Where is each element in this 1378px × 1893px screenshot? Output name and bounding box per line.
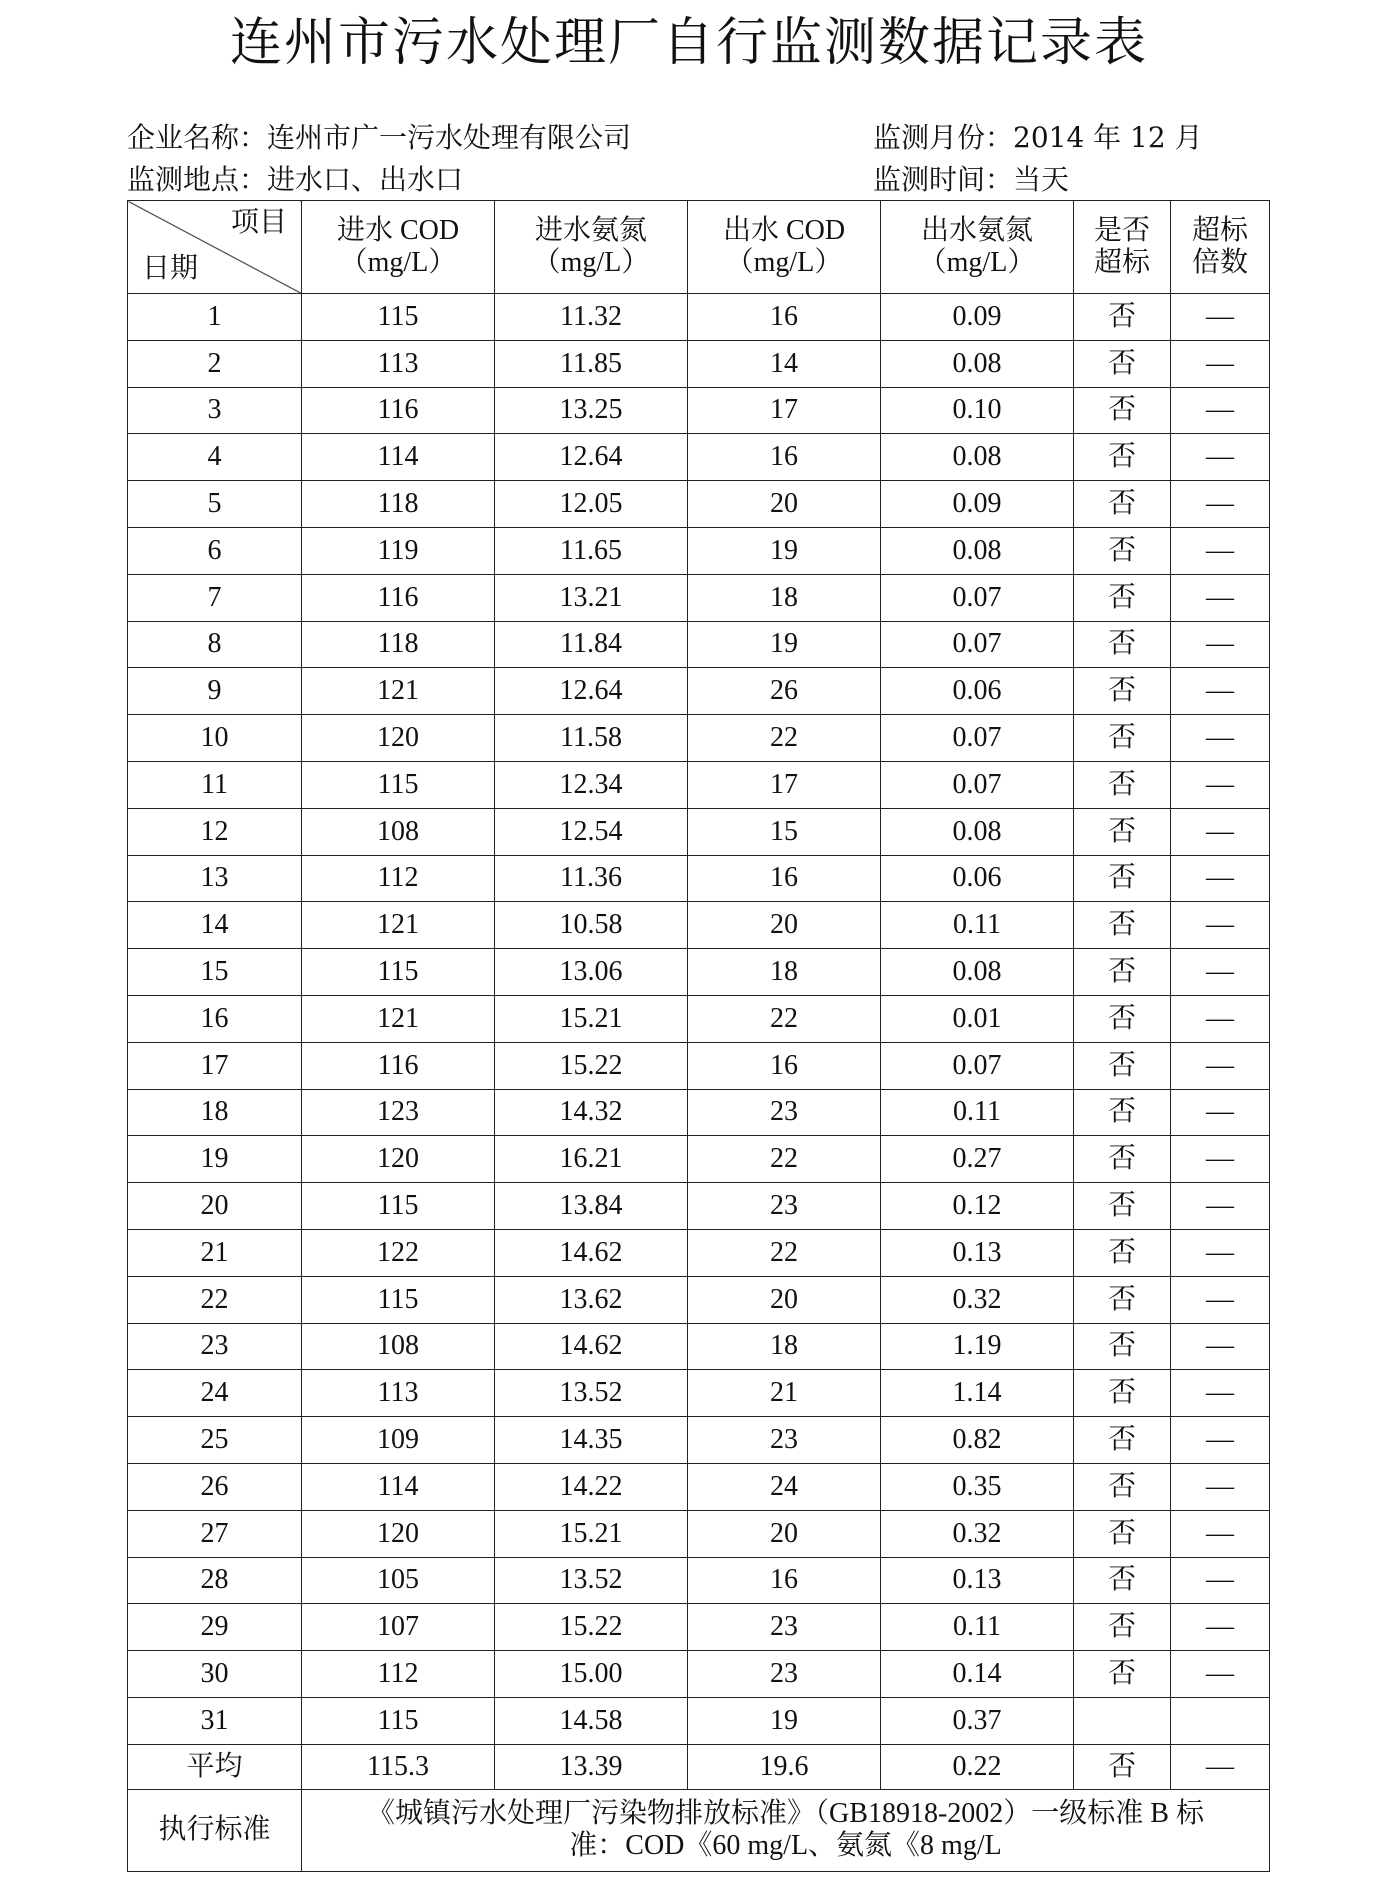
- multiple-cell: —: [1171, 481, 1270, 528]
- date-cell: 22: [128, 1276, 302, 1323]
- table-row: [128, 995, 1270, 1042]
- table-row: [128, 1042, 1270, 1089]
- date-cell: 7: [128, 574, 302, 621]
- effluent-cod-cell: 20: [688, 481, 881, 528]
- effluent-cod-cell: 17: [688, 387, 881, 434]
- exceeds-cell: 否: [1074, 1229, 1171, 1276]
- effluent-ammonia-cell: 0.09: [881, 481, 1074, 528]
- exceeds-cell: 否: [1074, 855, 1171, 902]
- effluent-ammonia-cell: 0.07: [881, 574, 1074, 621]
- standard-label: 执行标准: [128, 1789, 302, 1871]
- table-row: [128, 668, 1270, 715]
- table-row: [128, 1651, 1270, 1698]
- effluent-ammonia-cell: 0.01: [881, 995, 1074, 1042]
- date-cell: 28: [128, 1557, 302, 1604]
- multiple-cell: —: [1171, 1183, 1270, 1230]
- effluent-cod-cell: 14: [688, 340, 881, 387]
- date-cell: 9: [128, 668, 302, 715]
- header-unit: （mg/L）: [532, 247, 650, 278]
- table-row: [128, 761, 1270, 808]
- date-cell: 19: [128, 1136, 302, 1183]
- date-cell: 15: [128, 949, 302, 996]
- exceeds-cell: 否: [1074, 1089, 1171, 1136]
- effluent-ammonia-cell: 0.12: [881, 1183, 1074, 1230]
- table-row: [128, 527, 1270, 574]
- influent-ammonia-cell: 11.36: [495, 855, 688, 902]
- multiple-cell: —: [1171, 949, 1270, 996]
- exceeds-cell: 否: [1074, 1136, 1171, 1183]
- effluent-cod-cell: 21: [688, 1370, 881, 1417]
- exceeds-cell: 否: [1074, 1417, 1171, 1464]
- date-cell: 20: [128, 1183, 302, 1230]
- exceeds-cell: 否: [1074, 1463, 1171, 1510]
- table-row: [128, 902, 1270, 949]
- multiple-cell: —: [1171, 1510, 1270, 1557]
- influent-ammonia-cell: 11.84: [495, 621, 688, 668]
- influent-ammonia-cell: 15.22: [495, 1604, 688, 1651]
- monitoring-table: [127, 200, 1270, 1872]
- exceeds-cell: 否: [1074, 1651, 1171, 1698]
- table-row: [128, 715, 1270, 762]
- influent-ammonia-cell: 12.64: [495, 668, 688, 715]
- table-row: [128, 1604, 1270, 1651]
- effluent-cod-cell: 22: [688, 1229, 881, 1276]
- effluent-ammonia-cell: 0.13: [881, 1229, 1074, 1276]
- influent-cod-cell: 120: [302, 715, 495, 762]
- average-influent-ammonia: 13.39: [495, 1744, 688, 1789]
- influent-ammonia-cell: 13.84: [495, 1183, 688, 1230]
- exceeds-cell: 否: [1074, 574, 1171, 621]
- effluent-ammonia-cell: 0.37: [881, 1697, 1074, 1744]
- effluent-ammonia-cell: 0.35: [881, 1463, 1074, 1510]
- influent-ammonia-cell: 13.06: [495, 949, 688, 996]
- header-unit: （mg/L）: [339, 247, 457, 278]
- effluent-cod-cell: 24: [688, 1463, 881, 1510]
- date-cell: 26: [128, 1463, 302, 1510]
- table-row: [128, 1557, 1270, 1604]
- exceeds-cell: 否: [1074, 1276, 1171, 1323]
- effluent-ammonia-cell: 0.27: [881, 1136, 1074, 1183]
- influent-ammonia-cell: 10.58: [495, 902, 688, 949]
- influent-ammonia-cell: 14.62: [495, 1323, 688, 1370]
- multiple-cell: —: [1171, 1651, 1270, 1698]
- page-title: 连州市污水处理厂自行监测数据记录表: [229, 13, 1148, 73]
- influent-ammonia-cell: 14.22: [495, 1463, 688, 1510]
- exceeds-cell: 否: [1074, 761, 1171, 808]
- table-row: [128, 808, 1270, 855]
- multiple-cell: —: [1171, 1370, 1270, 1417]
- table-row: [128, 1229, 1270, 1276]
- effluent-cod-cell: 23: [688, 1183, 881, 1230]
- date-cell: 27: [128, 1510, 302, 1557]
- header-exceeds: [1074, 201, 1171, 294]
- exceeds-cell: 否: [1074, 1604, 1171, 1651]
- table-row: [128, 1276, 1270, 1323]
- standard-text: [302, 1789, 1270, 1871]
- date-cell: 4: [128, 434, 302, 481]
- multiple-cell: —: [1171, 621, 1270, 668]
- influent-ammonia-cell: 12.54: [495, 808, 688, 855]
- influent-cod-cell: 115: [302, 761, 495, 808]
- standard-text-line: 《城镇污水处理厂污染物排放标准》（GB18918-2002）一级标准 B 标: [367, 1798, 1204, 1830]
- effluent-ammonia-cell: 0.06: [881, 855, 1074, 902]
- average-influent-cod: 115.3: [302, 1744, 495, 1789]
- effluent-ammonia-cell: 0.07: [881, 621, 1074, 668]
- effluent-ammonia-cell: 0.13: [881, 1557, 1074, 1604]
- exceeds-cell: 否: [1074, 995, 1171, 1042]
- influent-ammonia-cell: 16.21: [495, 1136, 688, 1183]
- influent-ammonia-cell: 14.35: [495, 1417, 688, 1464]
- effluent-ammonia-cell: 0.07: [881, 1042, 1074, 1089]
- influent-cod-cell: 115: [302, 1276, 495, 1323]
- date-cell: 31: [128, 1697, 302, 1744]
- multiple-cell: —: [1171, 340, 1270, 387]
- monitoring-location: 监测地点：进水口、出水口: [127, 163, 464, 196]
- effluent-cod-cell: 23: [688, 1089, 881, 1136]
- influent-ammonia-cell: 11.65: [495, 527, 688, 574]
- multiple-cell: —: [1171, 1604, 1270, 1651]
- date-cell: 6: [128, 527, 302, 574]
- effluent-ammonia-cell: 0.11: [881, 1089, 1074, 1136]
- effluent-cod-cell: 18: [688, 574, 881, 621]
- effluent-ammonia-cell: 0.09: [881, 294, 1074, 341]
- influent-cod-cell: 109: [302, 1417, 495, 1464]
- effluent-cod-cell: 15: [688, 808, 881, 855]
- multiple-cell: —: [1171, 902, 1270, 949]
- date-cell: 14: [128, 902, 302, 949]
- influent-cod-cell: 115: [302, 294, 495, 341]
- header-line: 超标: [1191, 215, 1248, 246]
- multiple-cell: —: [1171, 1136, 1270, 1183]
- date-cell: 18: [128, 1089, 302, 1136]
- exceeds-cell: 否: [1074, 1510, 1171, 1557]
- corner-date-label: 日期: [142, 253, 199, 284]
- effluent-cod-cell: 19: [688, 621, 881, 668]
- effluent-cod-cell: 16: [688, 434, 881, 481]
- effluent-ammonia-cell: 0.11: [881, 1604, 1074, 1651]
- effluent-cod-cell: 16: [688, 1557, 881, 1604]
- standard-text-line: 准：COD《60 mg/L、氨氮《8 mg/L: [569, 1830, 1002, 1862]
- header-line: 超标: [1093, 247, 1150, 278]
- influent-ammonia-cell: 11.58: [495, 715, 688, 762]
- multiple-cell: —: [1171, 715, 1270, 762]
- date-cell: 11: [128, 761, 302, 808]
- influent-cod-cell: 113: [302, 1370, 495, 1417]
- influent-cod-cell: 120: [302, 1136, 495, 1183]
- table-row: [128, 574, 1270, 621]
- exceeds-cell: 否: [1074, 808, 1171, 855]
- influent-cod-cell: 121: [302, 902, 495, 949]
- influent-ammonia-cell: 11.85: [495, 340, 688, 387]
- exceeds-cell: 否: [1074, 434, 1171, 481]
- date-cell: 17: [128, 1042, 302, 1089]
- effluent-ammonia-cell: 0.08: [881, 808, 1074, 855]
- influent-ammonia-cell: 12.05: [495, 481, 688, 528]
- date-cell: 12: [128, 808, 302, 855]
- multiple-cell: —: [1171, 1042, 1270, 1089]
- table-row: [128, 1463, 1270, 1510]
- table-row: [128, 1323, 1270, 1370]
- influent-ammonia-cell: 11.32: [495, 294, 688, 341]
- effluent-cod-cell: 23: [688, 1604, 881, 1651]
- header-line: 进水 COD: [336, 215, 460, 246]
- influent-ammonia-cell: 14.32: [495, 1089, 688, 1136]
- header-unit: （mg/L）: [725, 247, 843, 278]
- header-line: 出水氨氮: [920, 215, 1033, 246]
- date-cell: 3: [128, 387, 302, 434]
- influent-ammonia-cell: 12.64: [495, 434, 688, 481]
- effluent-ammonia-cell: 0.32: [881, 1510, 1074, 1557]
- influent-ammonia-cell: 13.52: [495, 1557, 688, 1604]
- influent-ammonia-cell: 13.62: [495, 1276, 688, 1323]
- header-line: 出水 COD: [722, 215, 846, 246]
- table-row: [128, 949, 1270, 996]
- effluent-cod-cell: 23: [688, 1651, 881, 1698]
- multiple-cell: —: [1171, 668, 1270, 715]
- standard-row: [128, 1789, 1270, 1871]
- table-row: [128, 387, 1270, 434]
- influent-ammonia-cell: 13.52: [495, 1370, 688, 1417]
- effluent-cod-cell: 20: [688, 1276, 881, 1323]
- multiple-cell: —: [1171, 1276, 1270, 1323]
- exceeds-cell: 否: [1074, 668, 1171, 715]
- influent-cod-cell: 118: [302, 621, 495, 668]
- effluent-ammonia-cell: 0.07: [881, 715, 1074, 762]
- effluent-cod-cell: 22: [688, 995, 881, 1042]
- influent-cod-cell: 113: [302, 340, 495, 387]
- influent-cod-cell: 115: [302, 949, 495, 996]
- influent-cod-cell: 115: [302, 1697, 495, 1744]
- table-row: [128, 1183, 1270, 1230]
- average-exceeds: 否: [1074, 1744, 1171, 1789]
- effluent-ammonia-cell: 1.14: [881, 1370, 1074, 1417]
- average-multiple: —: [1171, 1744, 1270, 1789]
- influent-cod-cell: 121: [302, 995, 495, 1042]
- exceeds-cell: 否: [1074, 1370, 1171, 1417]
- exceeds-cell: 否: [1074, 527, 1171, 574]
- influent-cod-cell: 119: [302, 527, 495, 574]
- multiple-cell: —: [1171, 1323, 1270, 1370]
- influent-ammonia-cell: 14.62: [495, 1229, 688, 1276]
- influent-cod-cell: 116: [302, 1042, 495, 1089]
- effluent-cod-cell: 26: [688, 668, 881, 715]
- influent-ammonia-cell: 13.21: [495, 574, 688, 621]
- effluent-ammonia-cell: 0.08: [881, 949, 1074, 996]
- header-exceed-multiple: [1171, 201, 1270, 294]
- multiple-cell: —: [1171, 434, 1270, 481]
- exceeds-cell: 否: [1074, 621, 1171, 668]
- header-effluent-ammonia: [881, 201, 1074, 294]
- header-line: 倍数: [1191, 247, 1248, 278]
- influent-cod-cell: 114: [302, 434, 495, 481]
- multiple-cell: —: [1171, 761, 1270, 808]
- exceeds-cell: 否: [1074, 1557, 1171, 1604]
- effluent-cod-cell: 22: [688, 1136, 881, 1183]
- header-influent-cod: [302, 201, 495, 294]
- effluent-ammonia-cell: 0.10: [881, 387, 1074, 434]
- influent-cod-cell: 122: [302, 1229, 495, 1276]
- effluent-cod-cell: 18: [688, 1323, 881, 1370]
- exceeds-cell: 否: [1074, 481, 1171, 528]
- corner-header-cell: [128, 201, 302, 294]
- effluent-ammonia-cell: 0.32: [881, 1276, 1074, 1323]
- exceeds-cell: 否: [1074, 715, 1171, 762]
- influent-cod-cell: 108: [302, 808, 495, 855]
- multiple-cell: —: [1171, 294, 1270, 341]
- multiple-cell: —: [1171, 387, 1270, 434]
- effluent-cod-cell: 20: [688, 1510, 881, 1557]
- influent-cod-cell: 112: [302, 855, 495, 902]
- influent-cod-cell: 105: [302, 1557, 495, 1604]
- effluent-ammonia-cell: 0.11: [881, 902, 1074, 949]
- influent-cod-cell: 116: [302, 574, 495, 621]
- exceeds-cell: 否: [1074, 902, 1171, 949]
- date-cell: 10: [128, 715, 302, 762]
- table-row: [128, 294, 1270, 341]
- average-row: [128, 1744, 1270, 1789]
- table-row: [128, 621, 1270, 668]
- exceeds-cell: 否: [1074, 387, 1171, 434]
- effluent-ammonia-cell: 0.14: [881, 1651, 1074, 1698]
- influent-ammonia-cell: 12.34: [495, 761, 688, 808]
- multiple-cell: [1171, 1697, 1270, 1744]
- multiple-cell: —: [1171, 1089, 1270, 1136]
- influent-ammonia-cell: 14.58: [495, 1697, 688, 1744]
- date-cell: 24: [128, 1370, 302, 1417]
- table-row: [128, 1370, 1270, 1417]
- exceeds-cell: [1074, 1697, 1171, 1744]
- exceeds-cell: 否: [1074, 294, 1171, 341]
- multiple-cell: —: [1171, 527, 1270, 574]
- exceeds-cell: 否: [1074, 1042, 1171, 1089]
- effluent-cod-cell: 16: [688, 294, 881, 341]
- effluent-ammonia-cell: 0.08: [881, 340, 1074, 387]
- table-row: [128, 1510, 1270, 1557]
- effluent-cod-cell: 18: [688, 949, 881, 996]
- multiple-cell: —: [1171, 1417, 1270, 1464]
- multiple-cell: —: [1171, 1557, 1270, 1604]
- monitoring-month: 监测月份：2014 年 12 月: [873, 121, 1203, 154]
- date-cell: 23: [128, 1323, 302, 1370]
- exceeds-cell: 否: [1074, 340, 1171, 387]
- average-effluent-ammonia: 0.22: [881, 1744, 1074, 1789]
- date-cell: 30: [128, 1651, 302, 1698]
- influent-cod-cell: 123: [302, 1089, 495, 1136]
- effluent-ammonia-cell: 1.19: [881, 1323, 1074, 1370]
- multiple-cell: —: [1171, 1463, 1270, 1510]
- effluent-ammonia-cell: 0.82: [881, 1417, 1074, 1464]
- header-line: 进水氨氮: [534, 215, 647, 246]
- influent-cod-cell: 107: [302, 1604, 495, 1651]
- effluent-cod-cell: 16: [688, 1042, 881, 1089]
- company-name: 企业名称：连州市广一污水处理有限公司: [127, 121, 632, 154]
- table-row: [128, 1697, 1270, 1744]
- influent-cod-cell: 115: [302, 1183, 495, 1230]
- effluent-ammonia-cell: 0.07: [881, 761, 1074, 808]
- average-label: 平均: [128, 1744, 302, 1789]
- effluent-ammonia-cell: 0.06: [881, 668, 1074, 715]
- exceeds-cell: 否: [1074, 1183, 1171, 1230]
- effluent-cod-cell: 17: [688, 761, 881, 808]
- date-cell: 16: [128, 995, 302, 1042]
- influent-cod-cell: 114: [302, 1463, 495, 1510]
- effluent-ammonia-cell: 0.08: [881, 434, 1074, 481]
- effluent-cod-cell: 22: [688, 715, 881, 762]
- effluent-cod-cell: 20: [688, 902, 881, 949]
- influent-ammonia-cell: 15.00: [495, 1651, 688, 1698]
- date-cell: 5: [128, 481, 302, 528]
- table-row: [128, 1417, 1270, 1464]
- table-body: [128, 294, 1270, 1872]
- influent-cod-cell: 118: [302, 481, 495, 528]
- table-row: [128, 855, 1270, 902]
- multiple-cell: —: [1171, 808, 1270, 855]
- header-influent-ammonia: [495, 201, 688, 294]
- table-row: [128, 340, 1270, 387]
- multiple-cell: —: [1171, 855, 1270, 902]
- multiple-cell: —: [1171, 995, 1270, 1042]
- influent-cod-cell: 116: [302, 387, 495, 434]
- multiple-cell: —: [1171, 574, 1270, 621]
- corner-item-label: 项目: [230, 207, 287, 238]
- influent-cod-cell: 108: [302, 1323, 495, 1370]
- date-cell: 25: [128, 1417, 302, 1464]
- effluent-cod-cell: 19: [688, 1697, 881, 1744]
- exceeds-cell: 否: [1074, 1323, 1171, 1370]
- table-header-row: [128, 201, 1270, 294]
- date-cell: 29: [128, 1604, 302, 1651]
- influent-cod-cell: 112: [302, 1651, 495, 1698]
- average-effluent-cod: 19.6: [688, 1744, 881, 1789]
- influent-ammonia-cell: 15.21: [495, 1510, 688, 1557]
- effluent-cod-cell: 23: [688, 1417, 881, 1464]
- multiple-cell: —: [1171, 1229, 1270, 1276]
- table-row: [128, 1089, 1270, 1136]
- effluent-ammonia-cell: 0.08: [881, 527, 1074, 574]
- influent-cod-cell: 120: [302, 1510, 495, 1557]
- date-cell: 21: [128, 1229, 302, 1276]
- date-cell: 8: [128, 621, 302, 668]
- date-cell: 13: [128, 855, 302, 902]
- header-unit: （mg/L）: [918, 247, 1036, 278]
- table-row: [128, 481, 1270, 528]
- monitoring-time: 监测时间：当天: [873, 163, 1070, 196]
- table-row: [128, 1136, 1270, 1183]
- exceeds-cell: 否: [1074, 949, 1171, 996]
- effluent-cod-cell: 19: [688, 527, 881, 574]
- effluent-cod-cell: 16: [688, 855, 881, 902]
- influent-ammonia-cell: 15.21: [495, 995, 688, 1042]
- date-cell: 2: [128, 340, 302, 387]
- date-cell: 1: [128, 294, 302, 341]
- header-effluent-cod: [688, 201, 881, 294]
- influent-ammonia-cell: 15.22: [495, 1042, 688, 1089]
- table-row: [128, 434, 1270, 481]
- influent-ammonia-cell: 13.25: [495, 387, 688, 434]
- influent-cod-cell: 121: [302, 668, 495, 715]
- header-line: 是否: [1093, 215, 1150, 246]
